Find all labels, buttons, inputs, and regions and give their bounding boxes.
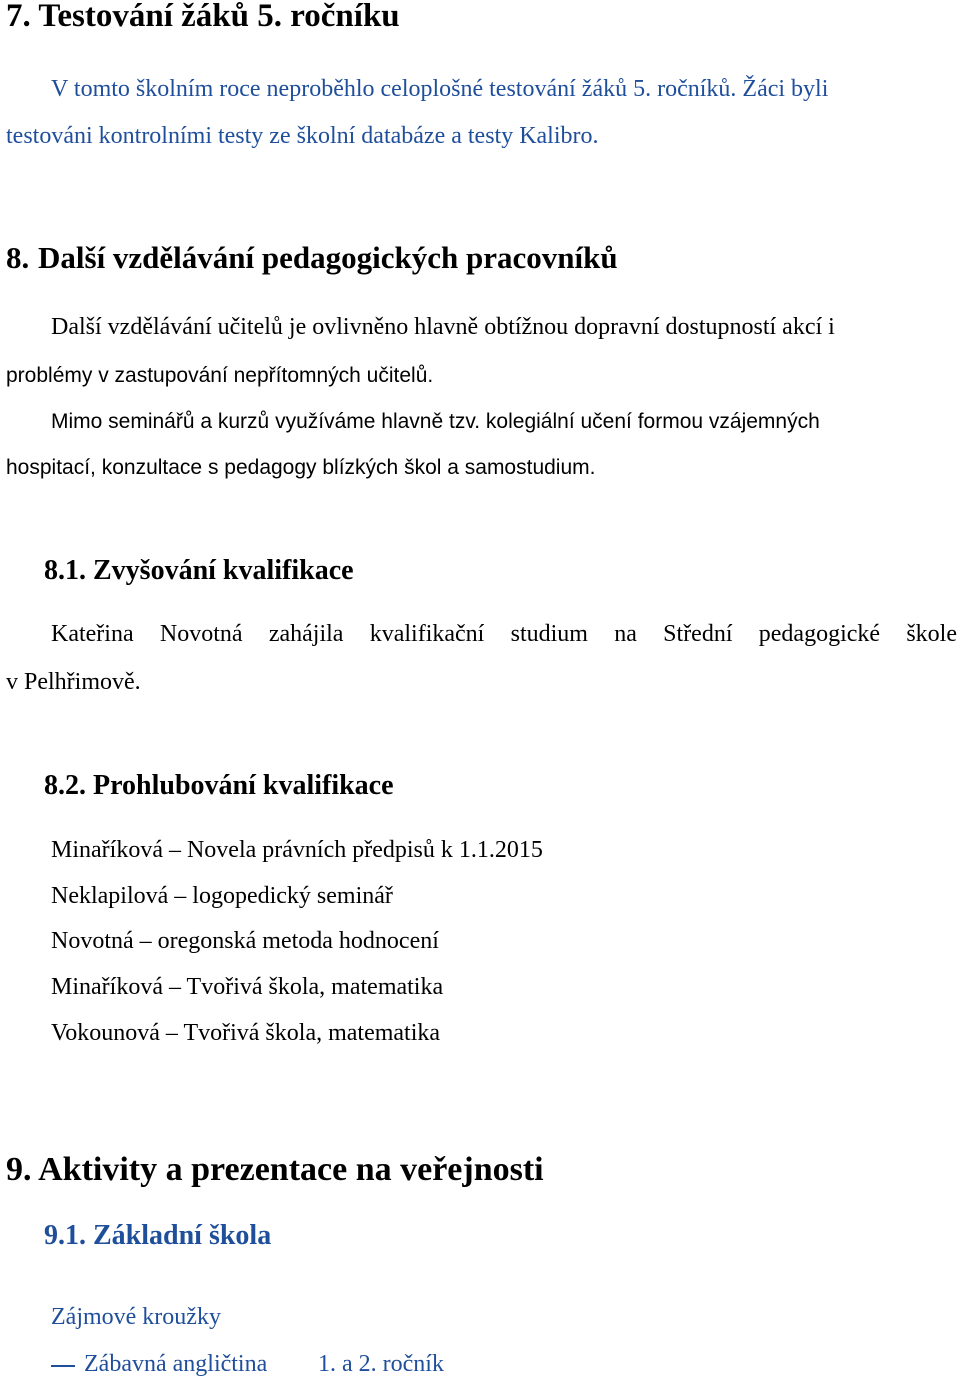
- section-8-1-paragraph-line-1: Kateřina Novotná zahájila kvalifikační studium na Střední pedagogické škole: [51, 621, 957, 647]
- section-7-paragraph-text-1: V tomto školním roce neproběhlo celoplošné testování žáků 5. ročníků. Žáci byli: [51, 76, 829, 102]
- section-9-heading: 9. Aktivity a prezentace na veřejnosti: [6, 1151, 544, 1188]
- section-8-title: Další vzdělávání pedagogických pracovníků: [38, 240, 618, 275]
- training-list-item: Minaříková – Novela právních předpisů k 1.1.2015: [51, 837, 543, 863]
- section-7-paragraph-line-2: testováni kontrolními testy ze školní databáze a testy Kalibro.: [6, 123, 599, 149]
- section-8-number: 8.: [6, 240, 30, 275]
- clubs-label: Zájmové kroužky: [51, 1304, 221, 1330]
- training-list-item: Vokounová – Tvořivá škola, matematika: [51, 1020, 441, 1046]
- section-8-1-heading: 8.1. Zvyšování kvalifikace: [44, 555, 354, 586]
- section-8-2-heading: 8.2. Prohlubování kvalifikace: [44, 770, 394, 801]
- club-item-grade: 1. a 2. ročník: [318, 1351, 444, 1377]
- list-dash-icon: [51, 1365, 75, 1367]
- section-8-1-paragraph-line-2: v Pelhřimově.: [6, 669, 141, 695]
- training-list-item: Minaříková – Tvořivá škola, matematika: [51, 974, 444, 1000]
- section-8-heading: [6, 238, 618, 278]
- section-8-paragraph-1-line-2: problémy v zastupování nepřítomných učitelů.: [6, 364, 434, 387]
- training-list-item: Neklapilová – logopedický seminář: [51, 883, 393, 909]
- section-9-1-heading: 9.1. Základní škola: [44, 1220, 272, 1251]
- section-8-paragraph-1-line-1: Další vzdělávání učitelů je ovlivněno hlavně obtížnou dopravní dostupností akcí i: [51, 314, 835, 340]
- training-list-item: Novotná – oregonská metoda hodnocení: [51, 928, 439, 954]
- section-7-paragraph-line-1: [51, 75, 828, 104]
- section-8-paragraph-2-line-2: hospitací, konzultace s pedagogy blízkých škol a samostudium.: [6, 456, 596, 479]
- section-7-heading: 7. Testování žáků 5. ročníku: [6, 0, 400, 34]
- club-item-name: Zábavná angličtina: [84, 1351, 268, 1377]
- section-8-paragraph-2-line-1: Mimo seminářů a kurzů využíváme hlavně tzv. kolegiální učení formou vzájemných: [51, 410, 820, 433]
